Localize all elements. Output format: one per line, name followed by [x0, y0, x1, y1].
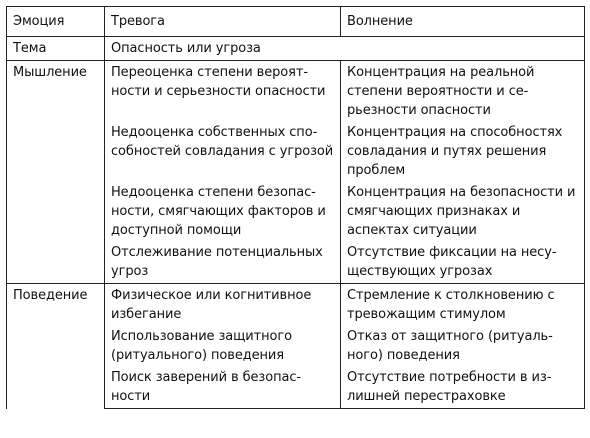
category-behavior: Поведение	[7, 284, 105, 409]
table-row-theme	[7, 37, 585, 61]
behavior-excitement-3: Отсутствие потребности в излишней перестраховке	[341, 365, 585, 409]
thinking-excitement-1: Концентрация на реальной степени вероятности и серьезности опасности	[341, 61, 585, 121]
table-row-behavior-1	[7, 284, 585, 325]
thinking-anxiety-1: Переоценка степени вероятности и серьезности опасности	[105, 61, 341, 121]
header-excitement: Волнение	[341, 7, 585, 37]
behavior-excitement-1: Стремление к столкновению с тревожащим стимулом	[341, 284, 585, 325]
thinking-anxiety-2: Недооценка собственных способностей совладания с угрозой	[105, 120, 341, 180]
anxiety-vs-excitement-table	[6, 6, 585, 409]
thinking-excitement-4: Отсутствие фиксации на несуществующих угрозах	[341, 240, 585, 284]
behavior-anxiety-1: Физическое или когнитивное избегание	[105, 284, 341, 325]
table-header-row	[7, 7, 585, 37]
behavior-excitement-2: Отказ от защитного (ритуального) поведения	[341, 324, 585, 365]
theme-text: Опасность или угроза	[105, 37, 585, 61]
thinking-excitement-2: Концентрация на способностях совладания и путях решения проблем	[341, 120, 585, 180]
behavior-anxiety-2: Использование защитного (ритуального) поведения	[105, 324, 341, 365]
category-thinking: Мышление	[7, 61, 105, 284]
table-row-thinking-1	[7, 61, 585, 121]
header-anxiety: Тревога	[105, 7, 341, 37]
thinking-excitement-3: Концентрация на безопасности и смягчающих признаках и аспектах ситуации	[341, 180, 585, 240]
thinking-anxiety-3: Недооценка степени безопасности, смягчающих факторов и доступной помощи	[105, 180, 341, 240]
category-theme: Тема	[7, 37, 105, 61]
thinking-anxiety-4: Отслеживание потенциальных угроз	[105, 240, 341, 284]
header-emotion: Эмоция	[7, 7, 105, 37]
behavior-anxiety-3: Поиск заверений в безопасности	[105, 365, 341, 409]
